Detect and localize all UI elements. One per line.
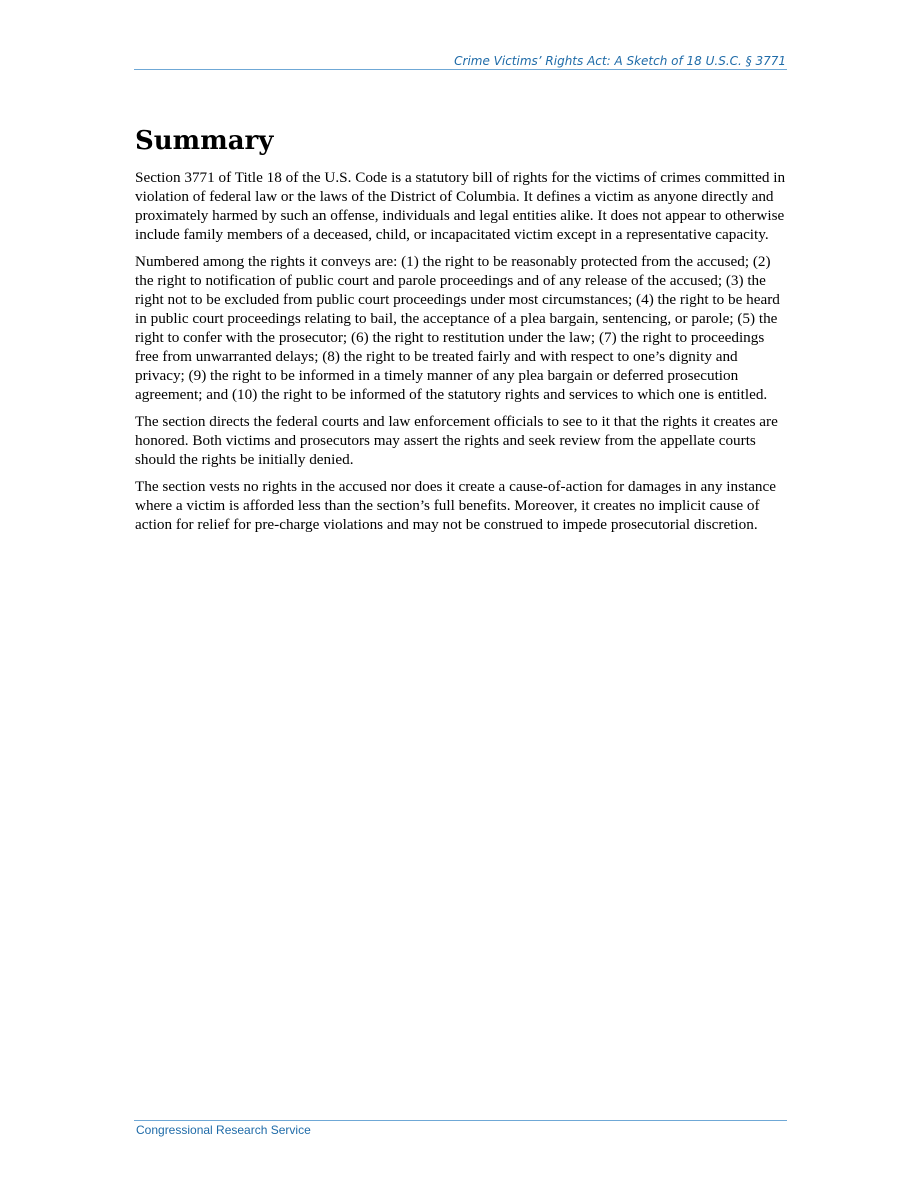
summary-section (135, 124, 787, 542)
section-title: Summary (135, 126, 274, 156)
summary-paragraph-2: Numbered among the rights it conveys are: (1) the right to be reasonably protected from the accused; (2) the right to notification of public court and parole proceedings and of any release of the accused; (3) the right not to be excluded from public court proceedings under most circumstances; (4) the right to be heard in public court proceedings relating to bail, the acceptance of a plea bargain, sentencing, or parole; (5) the right to confer with the prosecutor; (6) the right to restitution under the law; (7) the right to proceedings free from unwarranted delays; (8) the right to be treated fairly and with respect to one’s dignity and privacy; (9) the right to be informed in a timely manner of any plea bargain or deferred prosecution agreement; and (10) the right to be informed of the statutory rights and services to which one is entitled. (135, 253, 780, 403)
footer-rule (134, 1120, 787, 1121)
header-rule (134, 69, 787, 70)
summary-paragraph-4: The section vests no rights in the accused nor does it create a cause-of-action for damages in any instance where a victim is afforded less than the section’s full benefits. Moreover, it creates no implicit cause of action for relief for pre-charge violations and may not be construed to impede prosecutorial discretion. (135, 478, 777, 533)
summary-paragraph-1: Section 3771 of Title 18 of the U.S. Code is a statutory bill of rights for the victims of crimes committed in violation of federal law or the laws of the District of Columbia. It defines a victim as anyone directly and proximately harmed by such an offense, individuals and legal entities alike. It does not appear to otherwise include family members of a deceased, child, or incapacitated victim except in a representative capacity. (135, 169, 786, 243)
running-header: Crime Victims’ Rights Act: A Sketch of 18 U.S.C. § 3771 (454, 54, 786, 68)
running-footer: Congressional Research Service (136, 1123, 311, 1137)
summary-paragraph-3: The section directs the federal courts and law enforcement officials to see to it that the rights it creates are honored. Both victims and prosecutors may assert the rights and seek review from the appellate courts should the rights be initially denied. (135, 413, 778, 468)
